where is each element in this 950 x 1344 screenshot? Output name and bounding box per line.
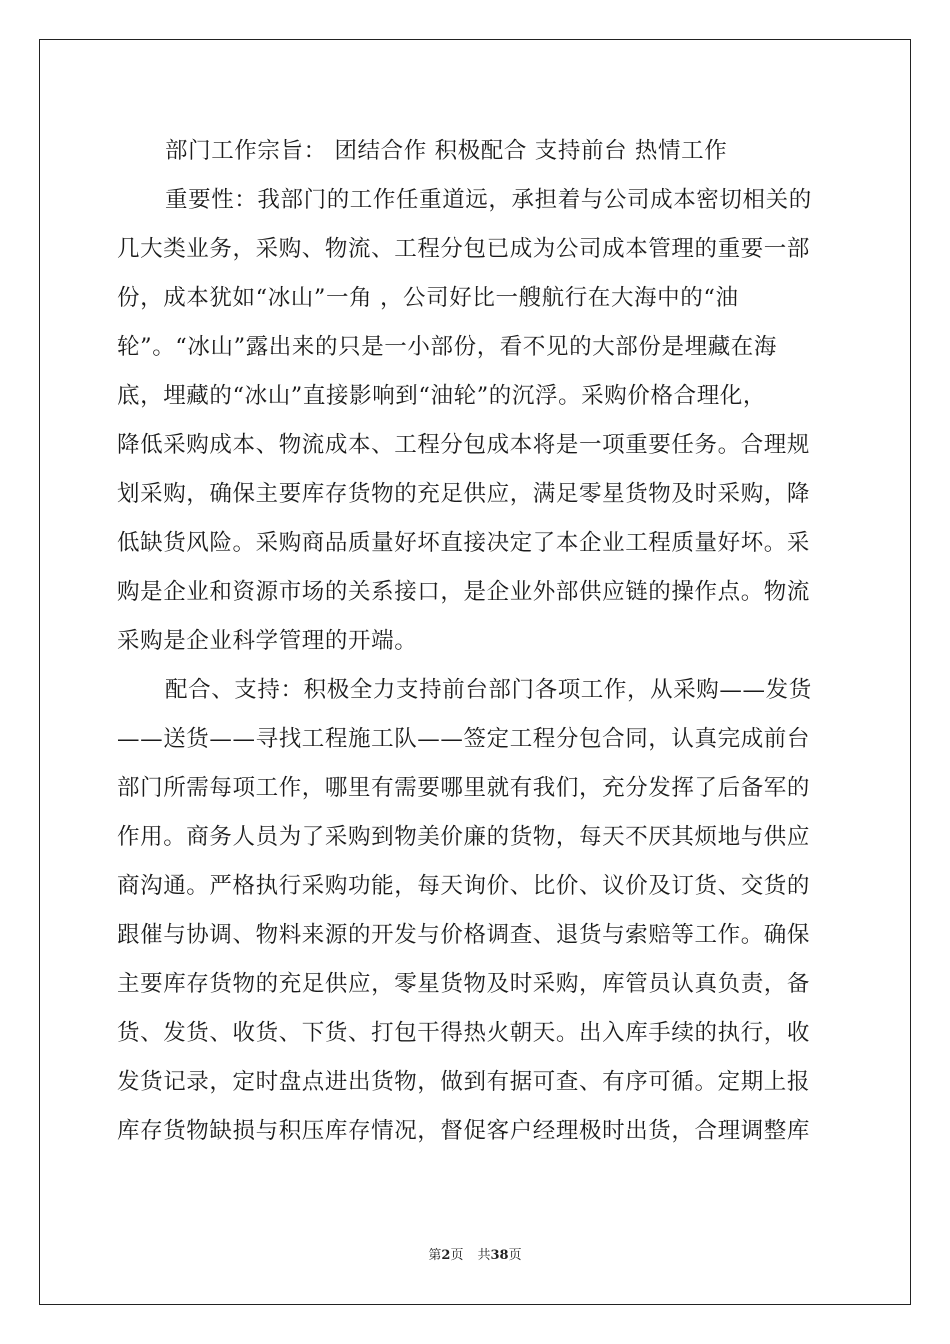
paragraph-line: 降低采购成本、物流成本、工程分包成本将是一项重要任务。合理规	[117, 432, 811, 458]
paragraph-line: 作用。商务人员为了采购到物美价廉的货物，每天不厌其烦地与供应	[117, 824, 811, 850]
paragraph-line: ——送货——寻找工程施工队——签定工程分包合同，认真完成前台	[117, 726, 811, 752]
page-prefix: 第	[428, 1248, 442, 1263]
paragraph-line: 货、发货、收货、下货、打包干得热火朝天。出入库手续的执行，收	[117, 1020, 811, 1046]
paragraph-line: 主要库存货物的充足供应，零星货物及时采购，库管员认真负责，备	[117, 971, 811, 997]
paragraph-line: 重要性：我部门的工作任重道远，承担着与公司成本密切相关的	[165, 187, 812, 213]
paragraph-line: 购是企业和资源市场的关系接口，是企业外部供应链的操作点。物流	[117, 579, 811, 605]
paragraph-line: 轮”。“冰山”露出来的只是一小部份，看不见的大部份是埋藏在海	[117, 334, 778, 360]
paragraph-line: 采购是企业科学管理的开端。	[117, 628, 418, 654]
page-number: 2	[441, 1248, 451, 1263]
paragraph-line: 配合、支持：积极全力支持前台部门各项工作，从采购——发货	[165, 677, 812, 703]
paragraph-line: 划采购，确保主要库存货物的充足供应，满足零星货物及时采购，降	[117, 481, 811, 507]
page-footer	[0, 1244, 950, 1263]
document-body	[117, 127, 833, 1156]
paragraph-line: 底，埋藏的“冰山”直接影响到“油轮”的沉浮。采购价格合理化，	[117, 383, 767, 409]
total-pages: 38	[490, 1248, 509, 1263]
total-prefix: 共	[477, 1248, 491, 1263]
paragraph-line: 跟催与协调、物料来源的开发与价格调查、退货与索赔等工作。确保	[117, 922, 811, 948]
total-suffix: 页	[508, 1248, 522, 1263]
page-suffix: 页	[450, 1248, 464, 1263]
paragraph-line: 几大类业务，采购、物流、工程分包已成为公司成本管理的重要一部	[117, 236, 811, 262]
paragraph-line: 份，成本犹如“冰山”一角 ，公司好比一艘航行在大海中的“油	[117, 285, 739, 311]
heading-line: 部门工作宗旨： 团结合作 积极配合 支持前台 热情工作	[165, 138, 728, 164]
paragraph-line: 低缺货风险。采购商品质量好坏直接决定了本企业工程质量好坏。采	[117, 530, 811, 556]
paragraph-line: 部门所需每项工作，哪里有需要哪里就有我们，充分发挥了后备军的	[117, 775, 811, 801]
paragraph-line: 发货记录，定时盘点进出货物，做到有据可查、有序可循。定期上报	[117, 1069, 811, 1095]
paragraph-line: 商沟通。严格执行采购功能，每天询价、比价、议价及订货、交货的	[117, 873, 811, 899]
paragraph-line: 库存货物缺损与积压库存情况，督促客户经理极时出货，合理调整库	[117, 1118, 811, 1144]
